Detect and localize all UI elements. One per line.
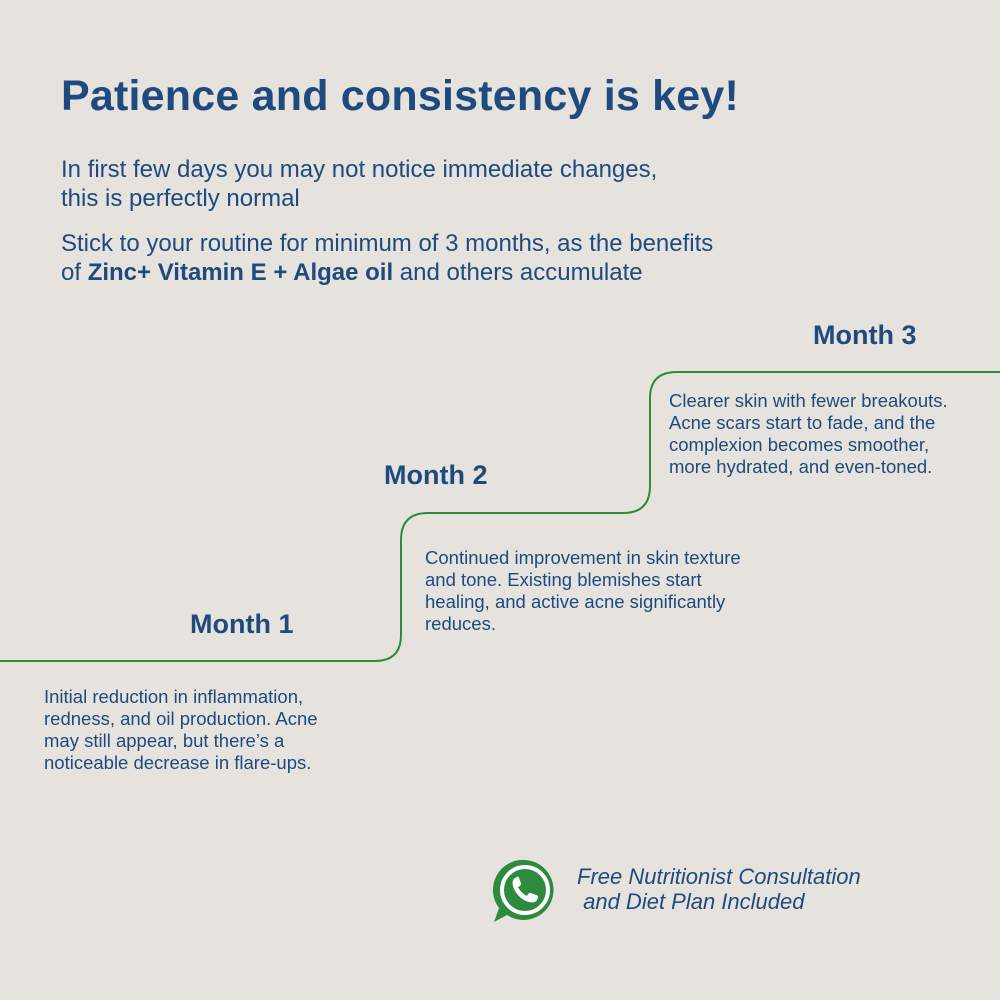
whatsapp-icon[interactable] [490,856,560,926]
ingredient-zinc: Zinc+ [87,259,158,286]
desc-line: Continued improvement in skin texture [425,547,741,568]
ingredient-vitamin-e: Vitamin E + [157,259,294,286]
month-1-title: Month 1 [190,609,294,639]
desc-line: Initial reduction in inflammation, [44,686,304,707]
page-title: Patience and consistency is key! [61,72,739,120]
routine-prefix: of [61,259,88,286]
ingredient-algae-oil: Algae oil [293,259,394,286]
desc-line: and tone. Existing blemishes start [425,569,702,590]
desc-line: Acne scars start to fade, and the [669,412,936,433]
month-2-title: Month 2 [384,460,488,490]
intro-line: this is perfectly normal [61,185,300,212]
routine-suffix: and others accumulate [393,259,643,286]
month-3-title: Month 3 [813,320,917,350]
footer-offer-text [577,864,861,914]
desc-line: reduces. [425,613,496,634]
desc-line: may still appear, but there’s a [44,730,285,751]
desc-line: more hydrated, and even-toned. [669,456,933,477]
footer-line: and Diet Plan Included [577,889,805,914]
month-3-description [669,390,948,478]
desc-line: Clearer skin with fewer breakouts. [669,390,948,411]
desc-line: healing, and active acne significantly [425,591,726,612]
month-2-description [425,547,741,635]
routine-line: Stick to your routine for minimum of 3 months, as the benefits [61,230,714,257]
intro-line: In first few days you may not notice immediate changes, [61,156,658,183]
footer-line: Free Nutritionist Consultation [577,864,861,889]
month-1-description [44,686,318,774]
desc-line: noticeable decrease in flare-ups. [44,752,312,773]
desc-line: complexion becomes smoother, [669,434,930,455]
desc-line: redness, and oil production. Acne [44,708,318,729]
